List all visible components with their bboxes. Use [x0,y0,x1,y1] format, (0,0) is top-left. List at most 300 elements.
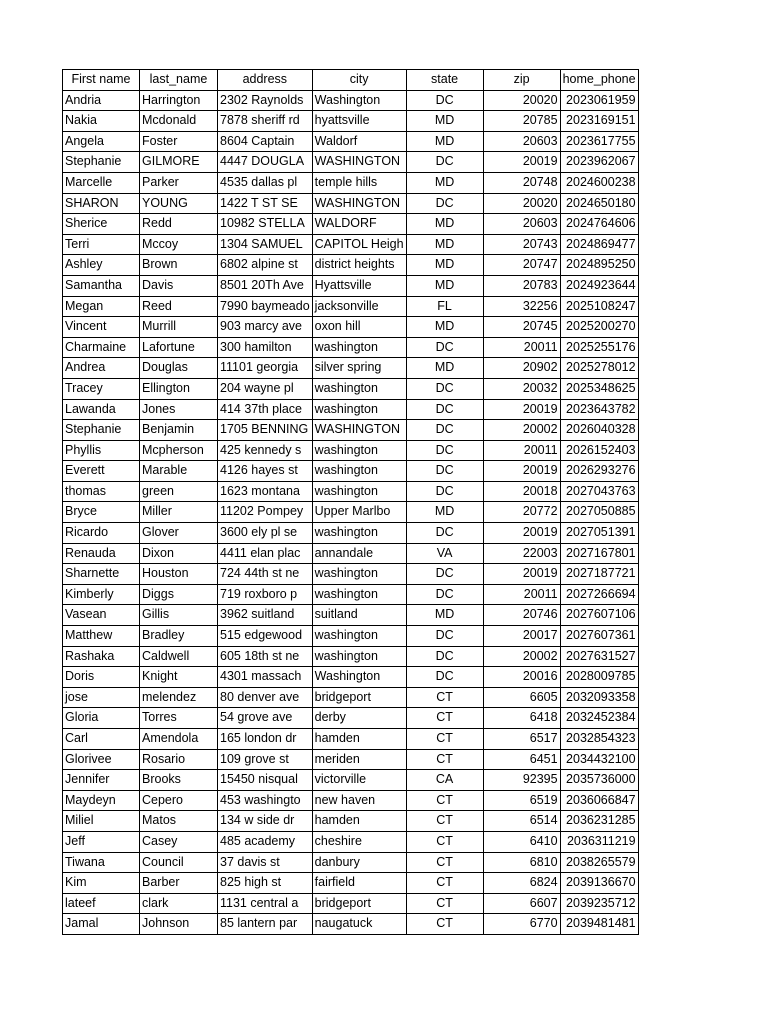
cell-city[interactable]: naugatuck [312,914,406,935]
cell-last-name[interactable]: Harrington [140,90,218,111]
cell-state[interactable]: CT [406,873,483,894]
cell-zip[interactable]: 20019 [483,523,560,544]
cell-zip[interactable]: 20016 [483,667,560,688]
cell-first-name[interactable]: Angela [63,131,140,152]
cell-address[interactable]: 605 18th st ne [218,646,313,667]
cell-address[interactable]: 37 davis st [218,852,313,873]
cell-zip[interactable]: 20011 [483,584,560,605]
cell-home-phone[interactable]: 2038265579 [560,852,638,873]
cell-first-name[interactable]: Glorivee [63,749,140,770]
cell-home-phone[interactable]: 2036231285 [560,811,638,832]
cell-city[interactable]: WASHINGTON [312,152,406,173]
cell-state[interactable]: MD [406,275,483,296]
cell-state[interactable]: DC [406,667,483,688]
cell-zip[interactable]: 20603 [483,131,560,152]
cell-home-phone[interactable]: 2035736000 [560,770,638,791]
cell-first-name[interactable]: Nakia [63,111,140,132]
table-row [63,626,639,647]
cell-state[interactable]: DC [406,626,483,647]
cell-home-phone[interactable]: 2024869477 [560,234,638,255]
cell-last-name[interactable]: Foster [140,131,218,152]
cell-city[interactable]: hamden [312,729,406,750]
cell-state[interactable]: MD [406,131,483,152]
cell-home-phone[interactable]: 2027050885 [560,502,638,523]
cell-city[interactable]: hyattsville [312,111,406,132]
cell-last-name[interactable]: Torres [140,708,218,729]
cell-city[interactable]: derby [312,708,406,729]
cell-zip[interactable]: 20018 [483,481,560,502]
cell-home-phone[interactable]: 2027051391 [560,523,638,544]
cell-address[interactable]: 515 edgewood [218,626,313,647]
table-row [63,214,639,235]
cell-city[interactable]: WASHINGTON [312,193,406,214]
cell-address[interactable]: 2302 Raynolds [218,90,313,111]
cell-zip[interactable]: 22003 [483,543,560,564]
cell-first-name[interactable]: Renauda [63,543,140,564]
cell-state[interactable]: DC [406,440,483,461]
cell-address[interactable]: 453 washingto [218,790,313,811]
cell-last-name[interactable]: Casey [140,831,218,852]
cell-zip[interactable]: 20032 [483,378,560,399]
cell-last-name[interactable]: Cepero [140,790,218,811]
cell-home-phone[interactable]: 2039136670 [560,873,638,894]
cell-home-phone[interactable]: 2027607106 [560,605,638,626]
cell-first-name[interactable]: Gloria [63,708,140,729]
cell-city[interactable]: Upper Marlbo [312,502,406,523]
cell-zip[interactable]: 20772 [483,502,560,523]
cell-city[interactable]: CAPITOL Heigh [312,234,406,255]
cell-state[interactable]: MD [406,605,483,626]
cell-city[interactable]: washington [312,626,406,647]
cell-address[interactable]: 4447 DOUGLA [218,152,313,173]
cell-home-phone[interactable]: 2024923644 [560,275,638,296]
cell-address[interactable]: 1422 T ST SE [218,193,313,214]
cell-last-name[interactable]: Mcpherson [140,440,218,461]
cell-first-name[interactable]: Jeff [63,831,140,852]
cell-first-name[interactable]: Ricardo [63,523,140,544]
cell-zip[interactable]: 6418 [483,708,560,729]
cell-last-name[interactable]: Barber [140,873,218,894]
cell-first-name[interactable]: Matthew [63,626,140,647]
cell-address[interactable]: 3600 ely pl se [218,523,313,544]
cell-address[interactable]: 1304 SAMUEL [218,234,313,255]
cell-state[interactable]: MD [406,111,483,132]
cell-zip[interactable]: 20783 [483,275,560,296]
cell-city[interactable]: suitland [312,605,406,626]
cell-home-phone[interactable]: 2026040328 [560,420,638,441]
cell-zip[interactable]: 20020 [483,90,560,111]
cell-address[interactable]: 4411 elan plac [218,543,313,564]
cell-first-name[interactable]: Doris [63,667,140,688]
cell-zip[interactable]: 20019 [483,399,560,420]
cell-state[interactable]: MD [406,172,483,193]
cell-last-name[interactable]: Lafortune [140,337,218,358]
cell-home-phone[interactable]: 2034432100 [560,749,638,770]
cell-home-phone[interactable]: 2032093358 [560,687,638,708]
cell-state[interactable]: DC [406,193,483,214]
cell-address[interactable]: 15450 nisqual [218,770,313,791]
cell-address[interactable]: 134 w side dr [218,811,313,832]
cell-home-phone[interactable]: 2025255176 [560,337,638,358]
cell-home-phone[interactable]: 2027043763 [560,481,638,502]
cell-first-name[interactable]: Stephanie [63,420,140,441]
cell-zip[interactable]: 6605 [483,687,560,708]
cell-city[interactable]: WASHINGTON [312,420,406,441]
cell-state[interactable]: MD [406,317,483,338]
cell-first-name[interactable]: lateef [63,893,140,914]
cell-last-name[interactable]: Caldwell [140,646,218,667]
cell-state[interactable]: FL [406,296,483,317]
cell-city[interactable]: fairfield [312,873,406,894]
cell-zip[interactable]: 20011 [483,440,560,461]
cell-city[interactable]: Washington [312,90,406,111]
table-row [63,255,639,276]
header-last-name[interactable]: last_name [140,70,218,91]
cell-last-name[interactable]: Gillis [140,605,218,626]
cell-zip[interactable]: 20019 [483,152,560,173]
cell-home-phone[interactable]: 2024895250 [560,255,638,276]
cell-zip[interactable]: 20002 [483,420,560,441]
cell-city[interactable]: victorville [312,770,406,791]
cell-state[interactable]: DC [406,337,483,358]
cell-address[interactable]: 3962 suitland [218,605,313,626]
cell-zip[interactable]: 6607 [483,893,560,914]
cell-address[interactable]: 80 denver ave [218,687,313,708]
cell-first-name[interactable]: Miliel [63,811,140,832]
cell-last-name[interactable]: Glover [140,523,218,544]
cell-first-name[interactable]: Bryce [63,502,140,523]
cell-zip[interactable]: 6517 [483,729,560,750]
cell-city[interactable]: washington [312,440,406,461]
cell-zip[interactable]: 6519 [483,790,560,811]
cell-first-name[interactable]: Kim [63,873,140,894]
cell-city[interactable]: washington [312,337,406,358]
cell-address[interactable]: 11202 Pompey [218,502,313,523]
header-first-name[interactable]: First name [63,70,140,91]
table-row [63,646,639,667]
cell-state[interactable]: CT [406,914,483,935]
cell-address[interactable]: 903 marcy ave [218,317,313,338]
cell-first-name[interactable]: Jennifer [63,770,140,791]
cell-state[interactable]: CT [406,749,483,770]
cell-last-name[interactable]: Mccoy [140,234,218,255]
cell-city[interactable]: washington [312,564,406,585]
cell-last-name[interactable]: green [140,481,218,502]
cell-home-phone[interactable]: 2027631527 [560,646,638,667]
cell-address[interactable]: 1705 BENNING [218,420,313,441]
cell-last-name[interactable]: Rosario [140,749,218,770]
cell-last-name[interactable]: Amendola [140,729,218,750]
cell-state[interactable]: DC [406,420,483,441]
cell-home-phone[interactable]: 2023617755 [560,131,638,152]
cell-state[interactable]: DC [406,646,483,667]
cell-first-name[interactable]: Charmaine [63,337,140,358]
cell-state[interactable]: VA [406,543,483,564]
cell-home-phone[interactable]: 2025278012 [560,358,638,379]
cell-address[interactable]: 8604 Captain [218,131,313,152]
cell-city[interactable]: silver spring [312,358,406,379]
cell-home-phone[interactable]: 2027607361 [560,626,638,647]
cell-zip[interactable]: 92395 [483,770,560,791]
cell-city[interactable]: washington [312,481,406,502]
cell-state[interactable]: MD [406,214,483,235]
cell-state[interactable]: DC [406,481,483,502]
cell-zip[interactable]: 6810 [483,852,560,873]
cell-zip[interactable]: 20743 [483,234,560,255]
cell-first-name[interactable]: Sherice [63,214,140,235]
cell-first-name[interactable]: Jamal [63,914,140,935]
cell-address[interactable]: 10982 STELLA [218,214,313,235]
cell-home-phone[interactable]: 2039481481 [560,914,638,935]
cell-address[interactable]: 4126 hayes st [218,461,313,482]
cell-home-phone[interactable]: 2039235712 [560,893,638,914]
cell-first-name[interactable]: Carl [63,729,140,750]
cell-zip[interactable]: 6824 [483,873,560,894]
cell-state[interactable]: MD [406,234,483,255]
cell-state[interactable]: CT [406,790,483,811]
cell-last-name[interactable]: Miller [140,502,218,523]
cell-zip[interactable]: 20747 [483,255,560,276]
cell-last-name[interactable]: Redd [140,214,218,235]
cell-first-name[interactable]: Samantha [63,275,140,296]
cell-home-phone[interactable]: 2032854323 [560,729,638,750]
cell-address[interactable]: 7990 baymeado [218,296,313,317]
cell-first-name[interactable]: Andrea [63,358,140,379]
cell-address[interactable]: 485 academy [218,831,313,852]
cell-address[interactable]: 4301 massach [218,667,313,688]
cell-first-name[interactable]: Ashley [63,255,140,276]
cell-last-name[interactable]: Diggs [140,584,218,605]
cell-state[interactable]: MD [406,502,483,523]
cell-address[interactable]: 300 hamilton [218,337,313,358]
cell-state[interactable]: DC [406,461,483,482]
cell-address[interactable]: 1623 montana [218,481,313,502]
cell-address[interactable]: 724 44th st ne [218,564,313,585]
cell-city[interactable]: meriden [312,749,406,770]
cell-zip[interactable]: 20019 [483,564,560,585]
cell-first-name[interactable]: Terri [63,234,140,255]
cell-first-name[interactable]: Lawanda [63,399,140,420]
cell-first-name[interactable]: Everett [63,461,140,482]
cell-home-phone[interactable]: 2024764606 [560,214,638,235]
cell-first-name[interactable]: Sharnette [63,564,140,585]
cell-home-phone[interactable]: 2023061959 [560,90,638,111]
cell-home-phone[interactable]: 2027266694 [560,584,638,605]
cell-city[interactable]: Washington [312,667,406,688]
cell-address[interactable]: 1131 central a [218,893,313,914]
cell-first-name[interactable]: Maydeyn [63,790,140,811]
cell-city[interactable]: danbury [312,852,406,873]
cell-state[interactable]: DC [406,90,483,111]
cell-home-phone[interactable]: 2025348625 [560,378,638,399]
cell-last-name[interactable]: Reed [140,296,218,317]
cell-address[interactable]: 4535 dallas pl [218,172,313,193]
cell-address[interactable]: 7878 sheriff rd [218,111,313,132]
cell-zip[interactable]: 20002 [483,646,560,667]
cell-state[interactable]: MD [406,255,483,276]
cell-last-name[interactable]: Davis [140,275,218,296]
cell-last-name[interactable]: Benjamin [140,420,218,441]
cell-address[interactable]: 204 wayne pl [218,378,313,399]
cell-first-name[interactable]: Andria [63,90,140,111]
cell-last-name[interactable]: Marable [140,461,218,482]
cell-first-name[interactable]: thomas [63,481,140,502]
cell-last-name[interactable]: Matos [140,811,218,832]
cell-last-name[interactable]: Knight [140,667,218,688]
cell-city[interactable]: district heights [312,255,406,276]
cell-address[interactable]: 8501 20Th Ave [218,275,313,296]
cell-city[interactable]: washington [312,399,406,420]
cell-zip[interactable]: 20017 [483,626,560,647]
cell-state[interactable]: DC [406,152,483,173]
cell-city[interactable]: washington [312,378,406,399]
cell-last-name[interactable]: Parker [140,172,218,193]
cell-home-phone[interactable]: 2025200270 [560,317,638,338]
cell-zip[interactable]: 6451 [483,749,560,770]
cell-first-name[interactable]: Vincent [63,317,140,338]
cell-first-name[interactable]: SHARON [63,193,140,214]
cell-city[interactable]: bridgeport [312,893,406,914]
cell-home-phone[interactable]: 2027167801 [560,543,638,564]
cell-zip[interactable]: 20785 [483,111,560,132]
cell-city[interactable]: jacksonville [312,296,406,317]
cell-home-phone[interactable]: 2025108247 [560,296,638,317]
cell-last-name[interactable]: GILMORE [140,152,218,173]
cell-home-phone[interactable]: 2036311219 [560,831,638,852]
cell-last-name[interactable]: YOUNG [140,193,218,214]
cell-city[interactable]: Waldorf [312,131,406,152]
cell-city[interactable]: washington [312,461,406,482]
cell-zip[interactable]: 20020 [483,193,560,214]
cell-state[interactable]: CT [406,811,483,832]
cell-home-phone[interactable]: 2026293276 [560,461,638,482]
cell-last-name[interactable]: Jones [140,399,218,420]
cell-last-name[interactable]: Mcdonald [140,111,218,132]
table-row [63,893,639,914]
cell-state[interactable]: CT [406,831,483,852]
cell-home-phone[interactable]: 2023169151 [560,111,638,132]
cell-zip[interactable]: 32256 [483,296,560,317]
cell-last-name[interactable]: Bradley [140,626,218,647]
cell-state[interactable]: CA [406,770,483,791]
cell-address[interactable]: 825 high st [218,873,313,894]
cell-city[interactable]: annandale [312,543,406,564]
cell-zip[interactable]: 20748 [483,172,560,193]
cell-home-phone[interactable]: 2023962067 [560,152,638,173]
cell-first-name[interactable]: Marcelle [63,172,140,193]
cell-zip[interactable]: 20019 [483,461,560,482]
cell-city[interactable]: washington [312,523,406,544]
cell-city[interactable]: new haven [312,790,406,811]
cell-state[interactable]: CT [406,852,483,873]
cell-state[interactable]: CT [406,729,483,750]
cell-home-phone[interactable]: 2024600238 [560,172,638,193]
cell-last-name[interactable]: melendez [140,687,218,708]
cell-first-name[interactable]: Megan [63,296,140,317]
cell-home-phone[interactable]: 2024650180 [560,193,638,214]
cell-city[interactable]: Hyattsville [312,275,406,296]
cell-zip[interactable]: 6410 [483,831,560,852]
cell-last-name[interactable]: Brooks [140,770,218,791]
cell-city[interactable]: oxon hill [312,317,406,338]
cell-zip[interactable]: 20746 [483,605,560,626]
cell-last-name[interactable]: Johnson [140,914,218,935]
cell-address[interactable]: 6802 alpine st [218,255,313,276]
header-zip[interactable]: zip [483,70,560,91]
cell-last-name[interactable]: Brown [140,255,218,276]
cell-home-phone[interactable]: 2032452384 [560,708,638,729]
cell-address[interactable]: 11101 georgia [218,358,313,379]
cell-zip[interactable]: 20603 [483,214,560,235]
cell-last-name[interactable]: Ellington [140,378,218,399]
cell-state[interactable]: MD [406,358,483,379]
cell-first-name[interactable]: Vasean [63,605,140,626]
cell-address[interactable]: 109 grove st [218,749,313,770]
cell-last-name[interactable]: Council [140,852,218,873]
cell-city[interactable]: hamden [312,811,406,832]
cell-zip[interactable]: 20745 [483,317,560,338]
cell-first-name[interactable]: Phyllis [63,440,140,461]
header-address[interactable]: address [218,70,313,91]
header-state[interactable]: state [406,70,483,91]
header-city[interactable]: city [312,70,406,91]
cell-city[interactable]: bridgeport [312,687,406,708]
cell-state[interactable]: CT [406,893,483,914]
cell-first-name[interactable]: Tracey [63,378,140,399]
cell-city[interactable]: washington [312,584,406,605]
cell-city[interactable]: WALDORF [312,214,406,235]
cell-address[interactable]: 425 kennedy s [218,440,313,461]
cell-home-phone[interactable]: 2026152403 [560,440,638,461]
cell-state[interactable]: DC [406,564,483,585]
header-home-phone[interactable]: home_phone [560,70,638,91]
cell-zip[interactable]: 6514 [483,811,560,832]
cell-address[interactable]: 54 grove ave [218,708,313,729]
cell-city[interactable]: cheshire [312,831,406,852]
cell-address[interactable]: 719 roxboro p [218,584,313,605]
cell-first-name[interactable]: Kimberly [63,584,140,605]
cell-city[interactable]: temple hills [312,172,406,193]
cell-first-name[interactable]: Stephanie [63,152,140,173]
cell-first-name[interactable]: Rashaka [63,646,140,667]
cell-home-phone[interactable]: 2028009785 [560,667,638,688]
cell-state[interactable]: DC [406,523,483,544]
cell-zip[interactable]: 6770 [483,914,560,935]
cell-first-name[interactable]: Tiwana [63,852,140,873]
cell-address[interactable]: 414 37th place [218,399,313,420]
cell-zip[interactable]: 20902 [483,358,560,379]
cell-home-phone[interactable]: 2023643782 [560,399,638,420]
cell-last-name[interactable]: Dixon [140,543,218,564]
spreadsheet [62,69,639,935]
cell-home-phone[interactable]: 2036066847 [560,790,638,811]
cell-state[interactable]: DC [406,584,483,605]
cell-address[interactable]: 85 lantern par [218,914,313,935]
cell-last-name[interactable]: Douglas [140,358,218,379]
cell-last-name[interactable]: Murrill [140,317,218,338]
cell-last-name[interactable]: clark [140,893,218,914]
cell-state[interactable]: CT [406,687,483,708]
cell-last-name[interactable]: Houston [140,564,218,585]
cell-state[interactable]: CT [406,708,483,729]
cell-first-name[interactable]: jose [63,687,140,708]
cell-home-phone[interactable]: 2027187721 [560,564,638,585]
cell-state[interactable]: DC [406,399,483,420]
cell-zip[interactable]: 20011 [483,337,560,358]
cell-city[interactable]: washington [312,646,406,667]
cell-state[interactable]: DC [406,378,483,399]
cell-address[interactable]: 165 london dr [218,729,313,750]
